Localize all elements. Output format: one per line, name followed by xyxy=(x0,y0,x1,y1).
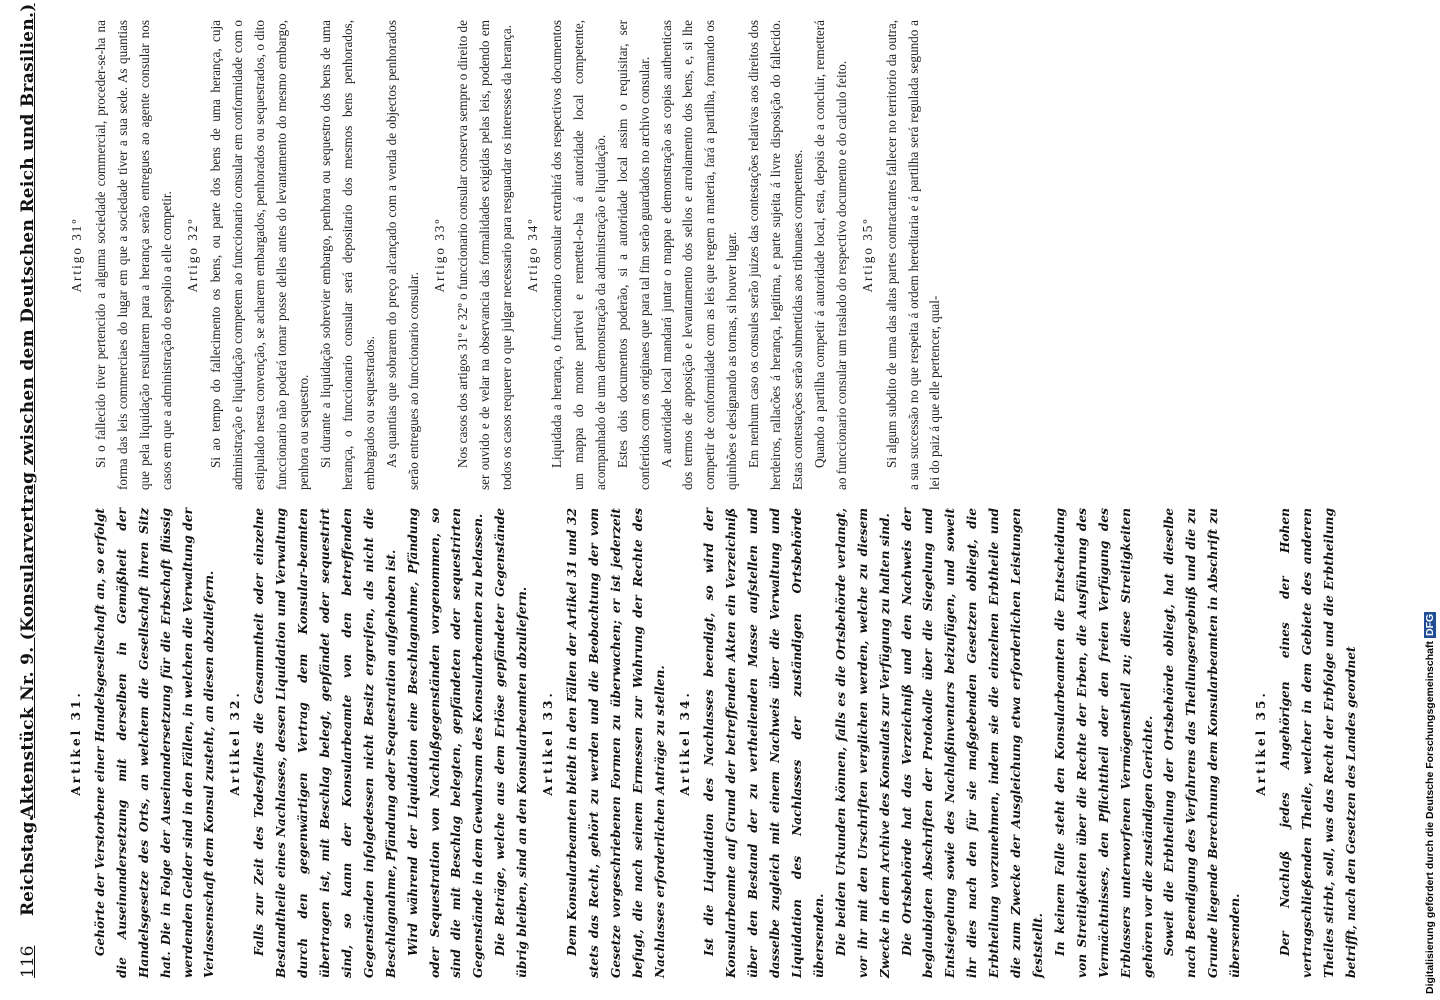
portuguese-column xyxy=(62,20,1392,490)
page-header xyxy=(18,3,52,978)
document-title: Aktenstück Nr. 9. (Konsularvertrag zwischen dem Deutschen Reich und Brasilien.) xyxy=(18,3,38,818)
funding-text: Digitalisierung gefördert durch die Deutsche Forschungsgemeinschaft xyxy=(1424,641,1436,994)
article-heading: Artigo 31º xyxy=(69,217,84,293)
article-heading: Artigo 34º xyxy=(525,217,541,293)
article-heading: Artikel 31. xyxy=(69,690,83,796)
paragraph: Der Nachlaß jedes Angehörigen eines der Hohen vertragschließenden Theile, welcher in dem Gebiete des anderen Theiles stirbt, soll, was das Recht der Erbfolge und die Erbtheilung betrifft, nach den Gesetzen des Landes geordnet xyxy=(1277,508,1358,978)
paragraph: Quando a partilha competir á autoridade local, esta, depois de a concluir, remetterá ao funccionario consular um traslado do respectivo documento e do calculo feito. xyxy=(811,20,849,490)
article-heading: Artikel 33. xyxy=(541,690,556,796)
article-heading: Artigo 35º xyxy=(859,217,875,293)
article-heading: Artikel 34. xyxy=(678,690,693,796)
paragraph: Liquidada a herança, o funccionario consular extrahirá dos respectivos documentos um mappa do monte partivel e remettel-o-ha á autoridade local competente, acompanhado de uma demonstração da administração e liquidação. xyxy=(549,20,608,490)
rotated-page-content xyxy=(12,0,1402,1000)
article-heading: Artikel 35. xyxy=(1254,690,1269,796)
article-heading: Artikel 32. xyxy=(228,690,243,796)
paragraph: Falls zur Zeit des Todesfalles die Gesammtheit oder einzelne Bestandtheile eines Nachlasses, dessen Liquidation und Verwaltung durch den gegenwärtigen Vertrag dem Konsular-beamten übertragen ist, mit Beschlag belegt, gepfändet oder sequestrirt sind, so kann der Konsularbeamte von den betreffenden Gegenständen infolgedessen nicht Besitz ergreifen, als nicht die Beschlagnahme, Pfändung oder Sequestration aufgehoben ist. xyxy=(252,508,398,978)
paragraph: Nos casos dos artigos 31º e 32º o funccionario consular conserva sempre o direito de ser ouvido e de velar na observancia das formalidades exigidas pelas leis, podendo em todos os casos requerer o que julgar necessario para resguardar os interesses da herança. xyxy=(455,20,515,490)
paragraph: In keinem Falle steht den Konsularbeamten die Entscheidung von Streitigkeiten über die Rechte der Erben, die Ausführung des Vermächtnisses, den Pflichttheil oder den freien Verfügung des Erblassers unterworfenen Vermögenstheil zu; diese Streitigkeiten gehören vor die zuständigen Gerichte. xyxy=(1052,508,1155,978)
german-column xyxy=(62,508,1392,978)
article-heading: Artigo 33º xyxy=(431,217,447,293)
page-number: 116 xyxy=(18,945,38,978)
paragraph: Wird während der Liquidation eine Beschlagnahme, Pfändung oder Sequestration von Nachlaßgegenständen vorgenommen, so sind die mit Beschlag belegten, gepfändeten oder sequestrirten Gegenstände in dem Gewahrsam des Konsularbeamten zu belassen. xyxy=(405,508,486,978)
paragraph: Si o fallecido tiver pertencido a alguma sociedade commercial, proceder-se-ha na forma das leis commerciaes do lugar em que a sociedade tiver a sua sede. As quantias que pela liquidação resultarem para a herança serão entregues ao agente consular nos casos em que a administração do espolio a elle competir. xyxy=(92,20,174,490)
paragraph: Dem Konsularbeamten bleibt in den Fällen der Artikel 31 und 32 stets das Recht, gehört zu werden und die Beobachtung der vom Gesetze vorgeschriebenen Formen zu überwachen; er ist jederzeit befugt, die nach seinem Ermessen zur Wahrung der Rechte des Nachlasses erforderlichen Anträge zu stellen. xyxy=(564,508,667,978)
digitization-notice xyxy=(1408,84,1436,994)
paragraph: Em nenhum caso os consules serão juizes das contestações relativas aos direitos dos herdeiros, rallacões á herança, legitima, e parte sujeita á livre disposição do fallecido. Estas contestações serão submettidas aos tribunaes competentes. xyxy=(746,20,805,490)
paragraph: Si durante a liquidação sobrevier embargo, penhora ou sequestro dos bens de uma herança, o funccionario consular será depositario dos mesmos bens penhorados, embargados ou sequestrados. xyxy=(317,20,377,490)
paragraph: Die Ortsbehörde hat das Verzeichniß und den Nachweis der beglaubigten Abschriften der Protokolle über die Siegelung und Entsiegelung sowie des Nachlaßinventars beizufügen, und soweit ihr dies nach den für sie maßgebenden Gesetzen obliegt, die Erbtheilung vorzunehmen, indem sie die einzelnen Erbtheile und die zum Zwecke der Ausgleichung etwa erforderlichen Leistungen feststellt. xyxy=(899,508,1045,978)
paragraph: Die Beträge, welche aus dem Erlöse gepfändeter Gegenstände übrig bleiben, sind an den Konsularbeamten abzuliefern. xyxy=(493,508,530,978)
paragraph: Die beiden Urkunden können, falls es die Ortsbehörde verlangt, vor ihr mit den Urschriften verglichen werden, welche zu diesem Zwecke in dem Archive des Konsulats zur Verfügung zu halten sind. xyxy=(833,508,892,978)
paragraph: Gehörte der Verstorbene einer Handelsgesellschaft an, so erfolgt die Auseinandersetzung mit derselben in Gemäßheit der Handelsgesetze des Orts, an welchem die Gesellschaft ihren Sitz hat. Die in Folge der Auseinandersetzung für die Erbschaft flüssig werdenden Gelder sind in den Fällen, in welchen die Verwaltung der Verlassenschaft dem Konsul zusteht, an diesen abzuliefern. xyxy=(92,508,217,978)
dfg-logo: DFG xyxy=(1424,613,1436,637)
paragraph: Estes dois documentos poderão, si a autoridade local assim o requisitar, ser conferidos com os originaes que para tal fim serão guardados no archivo consular. xyxy=(614,20,652,490)
paragraph: As quantias que sobrarem do preço alcançado com a venda de objectos penhorados serão entregues ao funccionario consular. xyxy=(383,20,421,490)
paragraph: A autoridade local mandará juntar o mappa e demonstração as copias authenticas dos termos de apposição e levantamento dos sellos e arrolamento dos bens, e, si lhe competir de conformidade com as leis que regem a materia, fará a partilha, formando os quinhões e designando as tornas, si houver lugar. xyxy=(658,20,740,490)
running-title: Reichstag. xyxy=(18,815,38,916)
paragraph: Ist die Liquidation des Nachlasses beendigt, so wird der Konsularbeamte auf Grund der betreffenden Akten ein Verzeichniß über den Bestand der zu vertheilenden Masse aufstellen und dasselbe zugleich mit einem Nachweis über die Verwaltung und Liquidation des Nachlasses der zuständigen Ortsbehörde übersenden. xyxy=(702,508,826,978)
paragraph: Soweit die Erbtheilung der Ortsbehörde obliegt, hat dieselbe nach Beendigung des Verfahrens das Theilungsergebniß und die zu Grunde liegende Berechnung dem Konsularbeamten in Abschrift zu übersenden. xyxy=(1162,508,1243,978)
paragraph: Si algum subdito de uma das altas partes contractantes fallecer no territorio da outra, a sua successão no que respeita á ordem hereditaria e á partilha será regulada segundo a lei do paiz á que elle pertencer, qual- xyxy=(883,20,943,490)
article-heading: Artigo 32º xyxy=(184,217,200,293)
paragraph: Si ao tempo do fallecimento os bens, ou parte dos bens de uma herança, cuja administração e liquidação competem ao funccionario consular em conformidade com o estipulado nesta convenção, se acharem embargados, penhorados ou sequestrados, o dito funccionario não poderá tomar posse delles antes do levantamento do mesmo embargo, penhora ou sequestro. xyxy=(208,20,312,490)
